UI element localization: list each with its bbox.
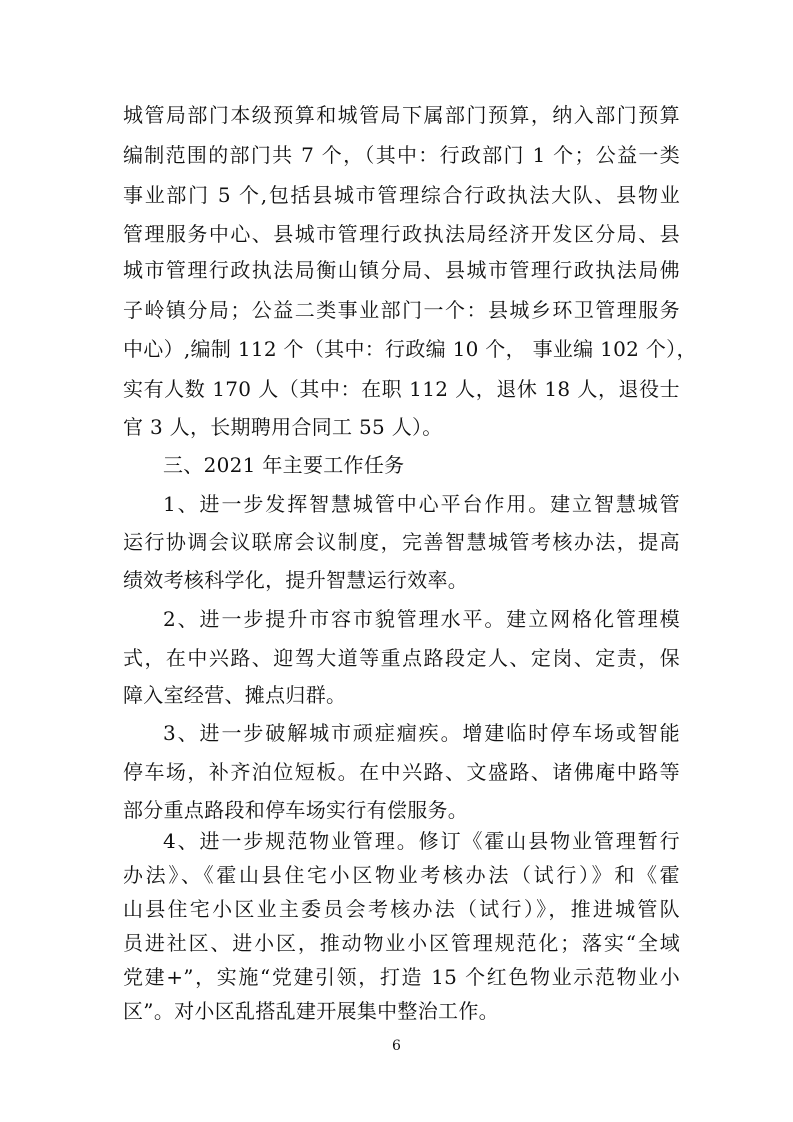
text-line: 绩效考核科学化，提升智慧运行效率。: [123, 568, 469, 592]
text-line: 中心）,编制 112 个（其中：行政编 10 个， 事业编 102 个），: [123, 337, 697, 361]
text-line: 管理服务中心、县城市管理行政执法局经济开发区分局、县: [123, 222, 680, 246]
page-number: 6: [392, 1038, 401, 1054]
text-line: 2、进一步提升市容市貌管理水平。建立网格化管理模: [163, 607, 680, 631]
text-line: 党建+”，实施“党建引领，打造 15 个红色物业示范物业小: [123, 965, 680, 989]
text-line: 事业部门 5 个,包括县城市管理综合行政执法大队、县物业: [123, 183, 680, 207]
text-line: 城市管理行政执法局衡山镇分局、县城市管理行政执法局佛: [123, 258, 680, 282]
text-line: 实有人数 170 人（其中：在职 112 人，退休 18 人，退役士: [123, 377, 680, 401]
text-line: 1、进一步发挥智慧城管中心平台作用。建立智慧城管: [163, 492, 680, 516]
text-line: 3、进一步破解城市顽症痼疾。增建临时停车场或智能: [163, 721, 680, 745]
text-line: 官 3 人，长期聘用合同工 55 人）。: [123, 415, 443, 439]
text-line: 城管局部门本级预算和城管局下属部门预算，纳入部门预算: [123, 103, 680, 127]
text-line: 停车场，补齐泊位短板。在中兴路、文盛路、诸佛庵中路等: [123, 760, 680, 784]
text-line: 编制范围的部门共 7 个，（其中：行政部门 1 个；公益一类: [123, 143, 680, 167]
text-line: 式，在中兴路、迎驾大道等重点路段定人、定岗、定责，保: [123, 646, 680, 670]
text-line: 办法》、《霍山县住宅小区物业考核办法（试行）》和《霍: [123, 863, 680, 887]
text-line: 运行协调会议联席会议制度，完善智慧城管考核办法，提高: [123, 530, 680, 554]
text-line: 山县住宅小区业主委员会考核办法（试行）》，推进城管队: [123, 897, 680, 921]
text-line: 区”。对小区乱搭乱建开展集中整治工作。: [123, 999, 499, 1023]
text-line: 子岭镇分局；公益二类事业部门一个：县城乡环卫管理服务: [123, 298, 680, 322]
text-line: 员进社区、进小区，推动物业小区管理规范化；落实“全域: [123, 931, 680, 955]
text-line: 障入室经营、摊点归群。: [123, 683, 347, 707]
text-line: 4、进一步规范物业管理。修订《霍山县物业管理暂行: [163, 829, 680, 853]
text-line: 部分重点路段和停车场实行有偿服务。: [123, 798, 469, 822]
section-heading: 三、2021 年主要工作任务: [163, 453, 405, 477]
